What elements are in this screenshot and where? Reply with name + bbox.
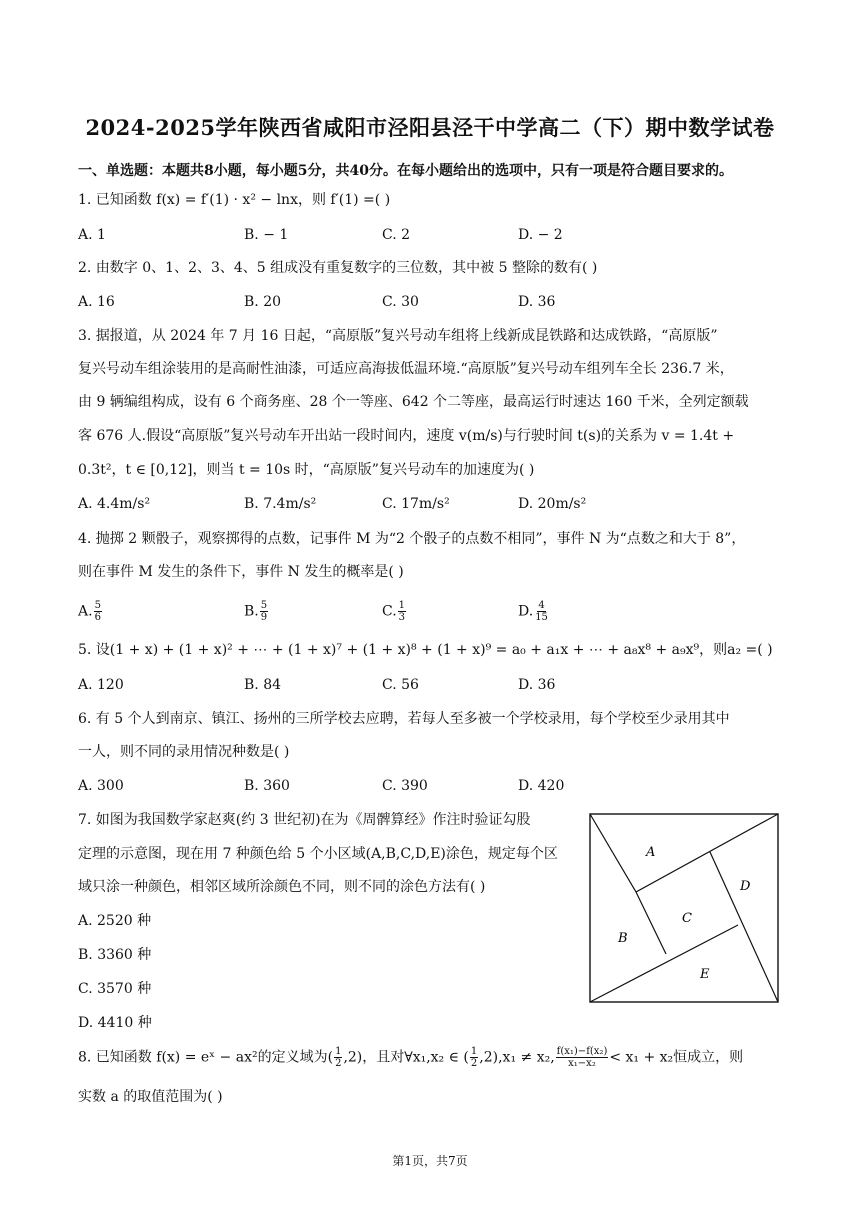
q7-option-c: C. 3570 种 <box>78 981 152 997</box>
q7-option-b: B. 3360 种 <box>78 947 152 963</box>
region-label-b: B <box>618 931 628 946</box>
q4-option-a: A. $\frac{5}{6}$ <box>78 600 101 623</box>
q1-option-c: C. 2 <box>382 227 411 243</box>
question-1-stem: 1. 已知函数 f(x) = f′(1) · x² − lnx，则 f′(1) =( ) <box>78 192 391 208</box>
zhao-shuang-diagram <box>588 812 780 1004</box>
q6-option-c: C. 390 <box>382 778 428 794</box>
divider-line-4 <box>590 925 738 1002</box>
q2-option-b: B. 20 <box>244 294 282 310</box>
q1-option-a: A. 1 <box>78 227 106 243</box>
q5-option-b: B. 84 <box>244 677 282 693</box>
q7-option-a: A. 2520 种 <box>78 913 152 929</box>
q4-option-b: B. $\frac{5}{9}$ <box>244 600 268 623</box>
question-2-stem: 2. 由数字 0、1、2、3、4、5 组成没有重复数字的三位数，其中被 5 整除的数有( ) <box>78 260 598 276</box>
q4-option-c: C. $\frac{1}{3}$ <box>382 600 406 623</box>
region-label-d: D <box>740 879 751 894</box>
question-4-line-2: 则在事件 M 发生的条件下，事件 N 发生的概率是( ) <box>78 564 404 580</box>
q3-option-d: D. 20m/s² <box>518 496 587 512</box>
question-3-line-5: 0.3t²，t ∈ [0,12]，则当 t = 10s 时，“高原版”复兴号动车的加速度为( ) <box>78 462 535 478</box>
divider-line-2 <box>636 814 778 892</box>
q7-option-d: D. 4410 种 <box>78 1015 152 1031</box>
q2-option-d: D. 36 <box>518 294 556 310</box>
section-heading: 一、单选题：本题共8小题，每小题5分，共40分。在每小题给出的选项中，只有一项是符合题目要求的。 <box>78 163 733 179</box>
question-7-line-1: 7. 如图为我国数学家赵爽(约 3 世纪初)在为《周髀算经》作注时验证勾股 <box>78 812 531 828</box>
q2-option-c: C. 30 <box>382 294 419 310</box>
q1-option-d: D. − 2 <box>518 227 563 243</box>
q4-option-d: D. $\frac{4}{15}$ <box>518 600 548 623</box>
page-footer: 第1页，共7页 <box>392 1154 468 1168</box>
q3-option-a: A. 4.4m/s² <box>78 496 151 512</box>
q3-option-b: B. 7.4m/s² <box>244 496 317 512</box>
q6-option-b: B. 360 <box>244 778 290 794</box>
outer-square <box>590 814 778 1002</box>
question-5-stem: 5. 设(1 + x) + (1 + x)² + ⋯ + (1 + x)⁷ + (1 + x)⁸ + (1 + x)⁹ = a₀ + a₁x + ⋯ + a₈x⁸ + a₉x⁹，则a₂ =( ) <box>78 642 773 658</box>
q6-option-d: D. 420 <box>518 778 565 794</box>
region-label-a: A <box>646 845 656 860</box>
q6-option-a: A. 300 <box>78 778 124 794</box>
page-title: 2024-2025学年陕西省咸阳市泾阳县泾干中学高二（下）期中数学试卷 <box>85 115 775 140</box>
region-label-e: E <box>700 967 710 982</box>
question-6-line-2: 一人，则不同的录用情况种数是( ) <box>78 744 290 760</box>
q5-option-d: D. 36 <box>518 677 556 693</box>
region-label-c: C <box>682 911 692 926</box>
question-7-line-2: 定理的示意图，现在用 7 种颜色给 5 个小区域(A,B,C,D,E)涂色，规定每个区 <box>78 846 558 862</box>
q5-option-c: C. 56 <box>382 677 419 693</box>
question-8-line-2: 实数 a 的取值范围为( ) <box>78 1089 223 1105</box>
q3-option-c: C. 17m/s² <box>382 496 450 512</box>
q1-option-b: B. − 1 <box>244 227 289 243</box>
question-6-line-1: 6. 有 5 个人到南京、镇江、扬州的三所学校去应聘，若每人至多被一个学校录用，每个学校至少录用其中 <box>78 711 730 727</box>
question-7-line-3: 域只涂一种颜色，相邻区域所涂颜色不同，则不同的涂色方法有( ) <box>78 879 486 895</box>
question-3-line-3: 由 9 辆编组构成，设有 6 个商务座、28 个一等座、642 个二等座，最高运行时速达 160 千米，全列定额载 <box>78 394 749 410</box>
divider-line-3 <box>710 852 778 1002</box>
divider-line-1 <box>590 814 636 892</box>
q5-option-a: A. 120 <box>78 677 124 693</box>
question-4-line-1: 4. 抛掷 2 颗骰子，观察掷得的点数，记事件 M 为“2 个骰子的点数不相同”，事件 N 为“点数之和大于 8”， <box>78 531 746 547</box>
question-3-line-1: 3. 据报道，从 2024 年 7 月 16 日起，“高原版”复兴号动车组将上线新成昆铁路和达成铁路，“高原版” <box>78 328 718 344</box>
divider-line-5 <box>636 892 666 954</box>
question-8-line-1: 8. 已知函数 f(x) = eˣ − ax²的定义域为( $\frac{1}{2}$ ,2)，且对∀x₁,x₂ ∈ ( $\frac{1}{2}$ ,2),x₁ ≠ x₂, $\frac{\text{f(x₁)−f(x₂)}}{\text{x₁−x₂}}$ < x₁ + x₂恒成立，则 <box>78 1046 744 1069</box>
question-3-line-2: 复兴号动车组涂装用的是高耐性油漆，可适应高海拔低温环境.“高原版”复兴号动车组列车全长 236.7 米， <box>78 361 734 377</box>
question-3-line-4: 客 676 人.假设“高原版”复兴号动车开出站一段时间内，速度 v(m/s)与行驶时间 t(s)的关系为 v = 1.4t + <box>78 428 735 444</box>
q2-option-a: A. 16 <box>78 294 115 310</box>
